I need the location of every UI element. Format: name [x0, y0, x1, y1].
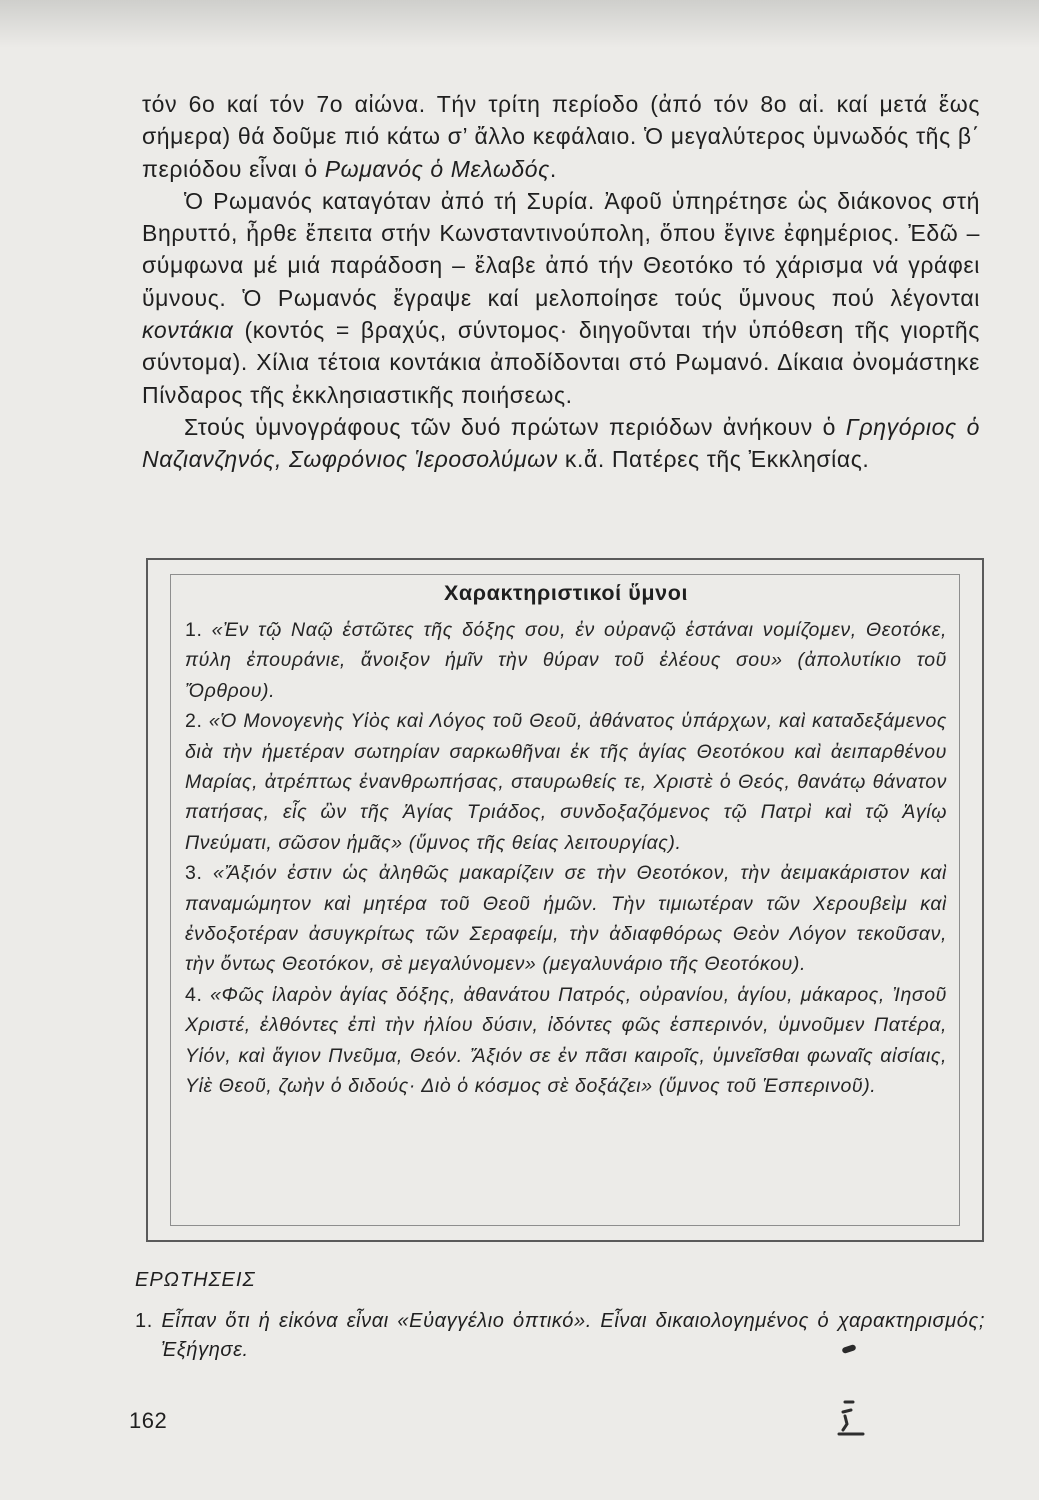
hymn-number: 2.: [185, 710, 203, 733]
hymns-box-title: Χαρακτηριστικοί ὕμνοι: [443, 581, 689, 605]
hymn-text: «Φῶς ἱλαρὸν ἁγίας δόξης, ἀθανάτου Πατρός, οὐρανίου, ἁγίου, μάκαρος, Ἰησοῦ Χριστέ, ἐλθόντες ἐπὶ τὴν ἡλίου δύσιν, ἰδόντες φῶς ἑσπερινόν, ὑμνοῦμεν Πατέρα, Υἱόν, καὶ ἅγιον Πνεῦμα, Θεόν. Ἄξιόν σε ἐν πᾶσι καιροῖς, ὑμνεῖσθαι φωναῖς αἰσίαις, Υἱὲ Θεοῦ, ζωὴν ὁ διδούς· Διὸ ὁ κόσμος σὲ δοξάζει» (ὕμνος τοῦ Ἑσπερινοῦ).: [185, 983, 947, 1098]
hymn-text: «Ὁ Μονογενὴς Υἱὸς καὶ Λόγος τοῦ Θεοῦ, ἀθάνατος ὑπάρχων, καὶ καταδεξάμενος διὰ τὴν ἡμετέραν σωτηρίαν σαρκωθῆναι ἐκ τῆς ἁγίας Θεοτόκου καὶ ἀειπαρθένου Μαρίας, ἀτρέπτως ἐνανθρωπήσας, σταυρωθείς τε, Χριστὲ ὁ Θεός, θανάτῳ θάνατον πατήσας, εἷς ὢν τῆς Ἁγίας Τριάδος, συνδοξαζόμενος τῷ Πατρὶ καὶ τῷ Ἁγίῳ Πνεύματι, σῶσον ἡμᾶς» (ὕμνος τῆς θείας λειτουργίας).: [185, 710, 947, 854]
hymns-box: [146, 558, 984, 1242]
questions-heading: ΕΡΩΤΗΣΕΙΣ: [135, 1269, 256, 1291]
text-run: Στούς ὑμνογράφους τῶν δυό πρώτων περιόδων ἀνήκουν ὁ: [184, 413, 836, 440]
text-run-italic: κοντάκια: [142, 317, 234, 344]
hymn-item: [185, 615, 947, 706]
body-text: [142, 88, 980, 476]
paragraph-romanos: [142, 185, 980, 411]
text-run: κ.ἄ. Πατέρες τῆς Ἐκκλησίας.: [564, 446, 870, 473]
text-run-italic: Ρωμανός ὁ Μελωδός: [324, 155, 550, 182]
text-run: (κοντός = βραχύς, σύντομος· διηγοῦνται τήν ὑπόθεση τῆς γιορτῆς σύντομα). Χίλια τέτοια κοντάκια ἀποδίδονται στό Ρωμανό. Δίκαια ὀνομάστηκε Πίνδαρος τῆς ἐκκλησιαστικῆς ποιήσεως.: [142, 317, 980, 408]
hymn-number: 3.: [185, 862, 203, 885]
question-text: Εἶπαν ὅτι ἡ εἰκόνα εἶναι «Εὐαγγέλιο ὀπτικό». Εἶναι δικαιολογημένος ὁ χαρακτηρισμός; Ἐξήγησε.: [161, 1310, 985, 1361]
ink-mark: [833, 1398, 867, 1438]
scan-shadow: [0, 0, 1039, 48]
hymn-item: [185, 858, 947, 980]
text-run: Ὁ Ρωμανός καταγόταν ἀπό τή Συρία. Ἀφοῦ ὑπηρέτησε ὡς διάκονος στή Βηρυττό, ἦρθε ἔπειτα στήν Κωνσταντινούπολη, ὅπου ἔγινε ἐφημέριος. Ἐδῶ – σύμφωνα μέ μιά παράδοση – ἔλαβε ἀπό τήν Θεοτόκο τό χάρισμα νά γράφει ὕμνους. Ὁ Ρωμανός ἔγραψε καί μελοποίησε τούς ὕμνους πού λέγονται: [142, 187, 980, 311]
hymn-item: [185, 980, 947, 1102]
hymns-box-inner: [170, 574, 960, 1226]
question-item: [135, 1307, 985, 1365]
hymn-number: 4.: [185, 983, 203, 1006]
question-number: 1.: [135, 1310, 153, 1332]
text-run: τόν 6ο καί τόν 7ο αἰώνα. Τήν τρίτη περίοδο (ἀπό τόν 8ο αἰ. καί μετά ἕως σήμερα) θά δοῦμε πιό κάτω σ’ ἄλλο κεφάλαιο. Ὁ μεγαλύτερος ὑμνωδός τῆς β΄ περιόδου εἶναι ὁ: [142, 91, 980, 182]
hymn-text: «Ἄξιόν ἐστιν ὡς ἀληθῶς μακαρίζειν σε τὴν Θεοτόκον, τὴν ἀειμακάριστον καὶ παναμώμητον καὶ μητέρα τοῦ Θεοῦ ἡμῶν. Τὴν τιμιωτέραν τῶν Χερουβεὶμ καὶ ἐνδοξοτέραν ἀσυγκρίτως τῶν Σεραφείμ, τὴν ἀδιαφθόρως Θεὸν Λόγον τεκοῦσαν, τὴν ὄντως Θεοτόκον, σὲ μεγαλύνομεν» (μεγαλυνάριο τῆς Θεοτόκου).: [185, 862, 947, 976]
hymn-item: [185, 706, 947, 858]
questions-section: [135, 1266, 985, 1365]
paragraph-hymnographers-intro: τόν 6ο καί τόν 7ο αἰώνα. Τήν τρίτη περίοδο (ἀπό τόν 8ο αἰ. καί μετά ἕως σήμερα) θά δοῦμε πιό κάτω σ’ ἄλλο κεφάλαιο. Ὁ μεγαλύτερος ὑμνωδός τῆς β΄ περιόδου εἶναι ὁ Ρωμανός ὁ Μελωδός.: [142, 91, 980, 182]
text-run-italic: Γρηγόριος ὁ Ναζιανζηνός, Σωφρόνιος Ἱεροσολύμων: [142, 413, 980, 473]
hymn-number: 1.: [185, 619, 203, 641]
paragraph-hymnographers: [142, 411, 980, 476]
hymn-text: «Ἐν τῷ Ναῷ ἑστῶτες τῆς δόξης σου, ἐν οὐρανῷ ἑστάναι νομίζομεν, Θεοτόκε, πύλη ἐπουράνιε, ἄνοιξον ἡμῖν τὴν θύραν τοῦ ἐλέους σου» (ἀπολυτίκιο τοῦ Ὄρθρου).: [185, 619, 947, 702]
page-number: 162: [129, 1408, 168, 1433]
